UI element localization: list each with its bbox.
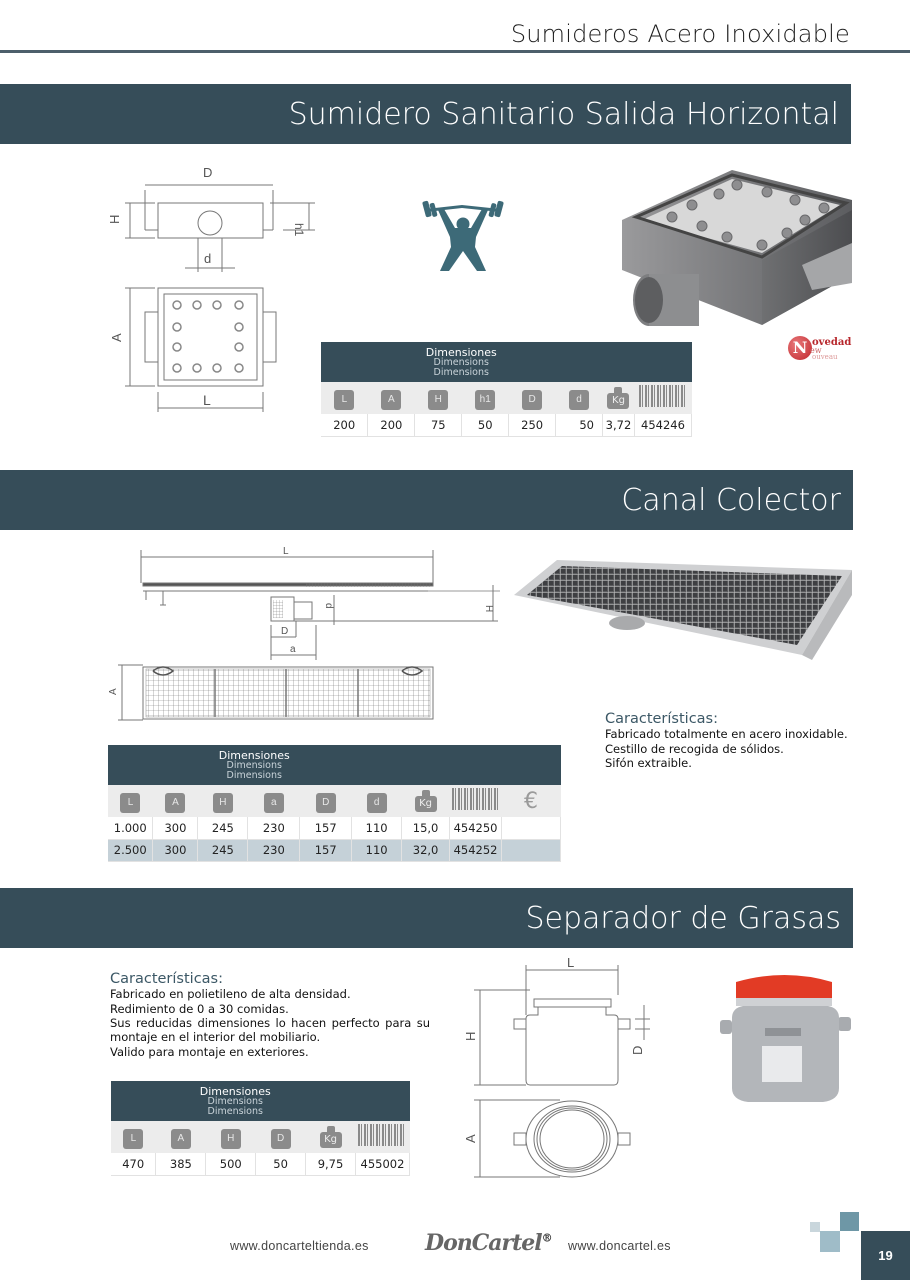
svg-text:D: D [281,626,289,637]
features-canal [605,712,865,770]
svg-text:A: A [463,1134,478,1143]
product-photo-sumidero [612,165,857,330]
feature-line: Sus reducidas dimensiones lo hacen perfecto para su montaje en el interior del mobiliario. [110,1015,430,1045]
features-heading: Características: [110,971,223,987]
outlet-icon: d [569,390,589,410]
table-header: Dimensiones Dimensions Dimensions [111,1081,410,1121]
width-icon: A [171,1129,191,1149]
feature-line: Redimiento de 0 a 30 comidas. [110,1001,289,1016]
footer-link-doncartel[interactable]: www.doncartel.es [568,1239,671,1253]
a-icon: a [264,793,284,813]
weightlifter-icon [422,195,504,273]
table-row: 200 200 75 50 250 50 3,72 454246 [321,414,692,436]
footer-link-tienda[interactable]: www.doncarteltienda.es [230,1239,369,1253]
diameter-icon: D [316,793,336,813]
width-icon: A [165,793,185,813]
h1-icon: h1 [475,390,495,410]
barcode-icon [452,788,500,810]
column-icons-row [111,1121,410,1153]
svg-text:A: A [109,333,124,342]
table-header: Dimensiones Dimensions Dimensions [108,745,561,785]
svg-text:A: A [108,688,119,695]
table-row: 470 385 500 50 9,75 455002 [111,1153,410,1175]
table-header: Dimensiones Dimensions Dimensions [321,342,692,382]
feature-line: Fabricado totalmente en acero inoxidable. [605,727,848,742]
technical-drawing-canal [108,545,503,725]
svg-text:a: a [290,644,296,655]
weight-icon: Kg [415,796,437,812]
svg-text:H: H [463,1031,478,1041]
weight-icon: Kg [320,1132,342,1148]
svg-text:d: d [323,603,334,609]
svg-text:H: H [107,214,122,224]
height-icon: H [428,390,448,410]
feature-line: Fabricado en polietileno de alta densidad. [110,987,351,1002]
dimensions-table-canal [108,745,561,862]
technical-drawing-separador [460,955,660,1183]
length-icon: L [334,390,354,410]
features-separador [110,972,430,1059]
decor-square [810,1222,820,1232]
decor-square [820,1231,840,1252]
product-title: Separador de Grasas [525,900,841,936]
header-rule [0,50,910,53]
dimensions-table-sumidero [321,342,692,437]
svg-text:L: L [283,546,289,557]
feature-line: Sifón extraible. [605,755,692,770]
svg-text:L: L [567,955,575,970]
svg-text:h1: h1 [292,223,306,237]
svg-text:H: H [483,605,494,613]
technical-drawing-sumidero [105,160,320,415]
svg-text:d: d [204,251,212,266]
product-title: Sumidero Sanitario Salida Horizontal [288,96,839,132]
product-banner-separador [0,888,853,948]
table-row: 2.500 300 245 230 157 110 32,0 454252 [108,839,561,861]
product-title: Canal Colector [621,482,841,518]
height-icon: H [213,793,233,813]
length-icon: L [123,1129,143,1149]
svg-text:D: D [203,165,213,180]
width-icon: A [381,390,401,410]
decor-square [840,1212,859,1231]
outlet-icon: d [367,793,387,813]
section-title: Sumideros Acero Inoxidable [510,20,850,48]
length-icon: L [120,793,140,813]
page-number: 19 [861,1231,910,1280]
product-banner-canal [0,470,853,530]
table-row: 1.000 300 245 230 157 110 15,0 454250 [108,817,561,839]
svg-text:L: L [203,392,211,408]
feature-line: Cestillo de recogida de sólidos. [605,741,784,756]
barcode-icon [358,1124,406,1146]
height-icon: H [221,1129,241,1149]
weight-icon: Kg [607,393,629,409]
barcode-icon [639,385,687,407]
diameter-icon: D [522,390,542,410]
product-photo-separador [718,970,853,1105]
feature-line: Valido para montaje en exteriores. [110,1044,309,1059]
column-icons-row [108,785,561,817]
doncartel-logo: DonCartel® [425,1230,552,1256]
product-banner-sumidero [0,84,851,144]
column-icons-row [321,382,692,414]
product-photo-canal [512,550,857,670]
features-heading: Características: [605,711,718,727]
diameter-icon: D [271,1129,291,1149]
svg-text:D: D [630,1045,645,1055]
dimensions-table-separador [111,1081,410,1176]
novedad-badge: N ovedad ew ouveau [788,336,852,364]
euro-icon: € [524,788,538,814]
